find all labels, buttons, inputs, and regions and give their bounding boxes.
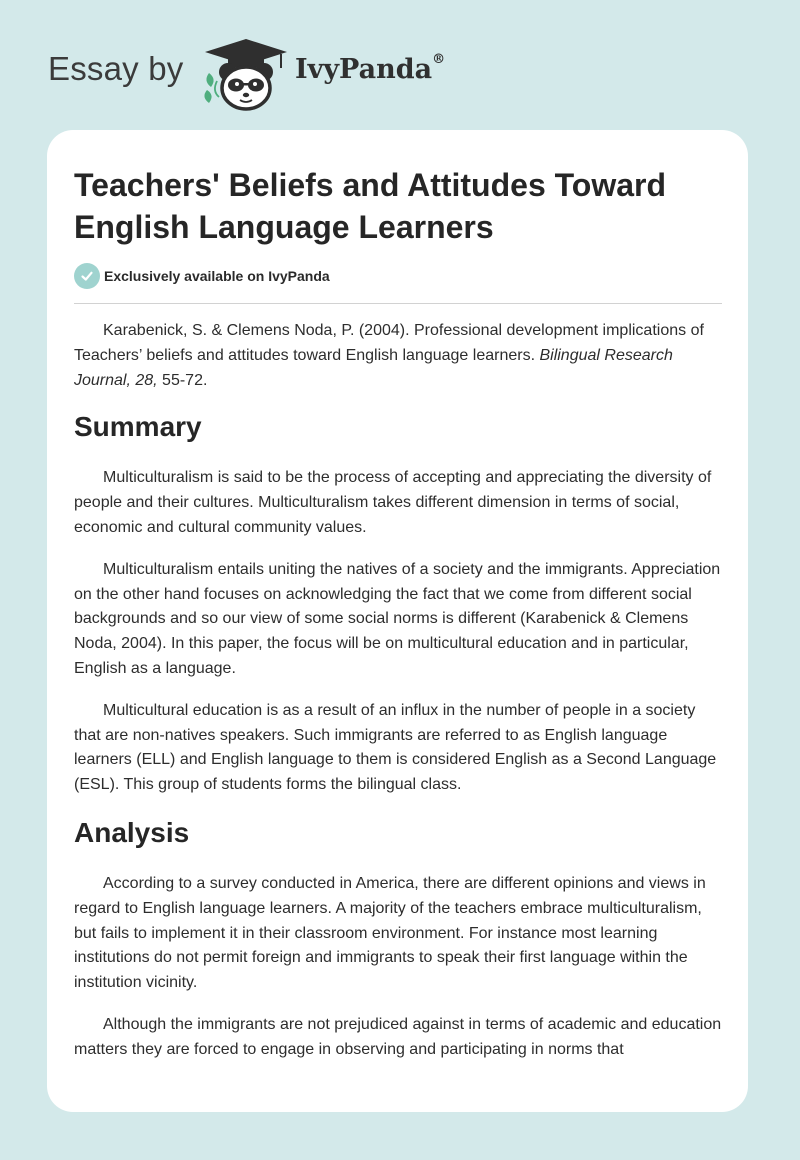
- reference-citation: Karabenick, S. & Clemens Noda, P. (2004). Professional development implications of Teachers’ beliefs and attitudes toward English language learners. Bilingual Research Journal, 28, 55-72.: [74, 322, 704, 389]
- exclusive-badge: [74, 263, 330, 289]
- divider: [74, 303, 722, 304]
- brand-name[interactable]: IvyPanda®: [295, 52, 446, 85]
- journal-name: Bilingual Research Journal, 28,: [74, 346, 673, 389]
- check-icon: [74, 263, 100, 289]
- paragraph: According to a survey conducted in America, there are different opinions and views in regard to English language learners. A majority of the teachers embrace multiculturalism, but fails to implement it in their classroom environment. For instance most learning institutions do not permit foreign and immigrants to speak their first language within the institution vicinity.: [74, 874, 706, 992]
- paragraph: Multiculturalism is said to be the process of accepting and appreciating the diversity of people and their cultures. Multiculturalism takes different dimension in terms of social, economic and cultural community values.: [74, 469, 712, 536]
- section-heading-analysis: Analysis: [74, 816, 190, 848]
- paragraph: Although the immigrants are not prejudiced against in terms of academic and education matters they are forced to engage in observing and participating in norms that: [74, 1015, 722, 1058]
- essay-by-label: Essay by: [48, 50, 184, 87]
- ivypanda-logo-icon[interactable]: [201, 35, 291, 111]
- paragraph: Multicultural education is as a result of an influx in the number of people in a society that are non-natives speakers. Such immigrants are referred to as English language learners (ELL) and English language to them is considered English as a Second Language (ESL). This group of students forms the bilingual class.: [74, 701, 717, 794]
- exclusive-label: Exclusively available on IvyPanda: [104, 268, 330, 284]
- section-heading-summary: Summary: [74, 411, 202, 443]
- registered-mark: ®: [432, 52, 446, 67]
- essay-content: [74, 319, 724, 1080]
- essay-title: Teachers' Beliefs and Attitudes Toward English Language Learners: [74, 167, 667, 245]
- paragraph: Multiculturalism entails uniting the natives of a society and the immigrants. Appreciation on the other hand focuses on acknowledging the fact that we come from different social backgrounds and so our view of some social norms is different (Karabenick & Clemens Noda, 2004). In this paper, the focus will be on multicultural education and in particular, English as a language.: [74, 560, 721, 677]
- site-header: [48, 30, 648, 110]
- essay-card: [47, 130, 748, 1112]
